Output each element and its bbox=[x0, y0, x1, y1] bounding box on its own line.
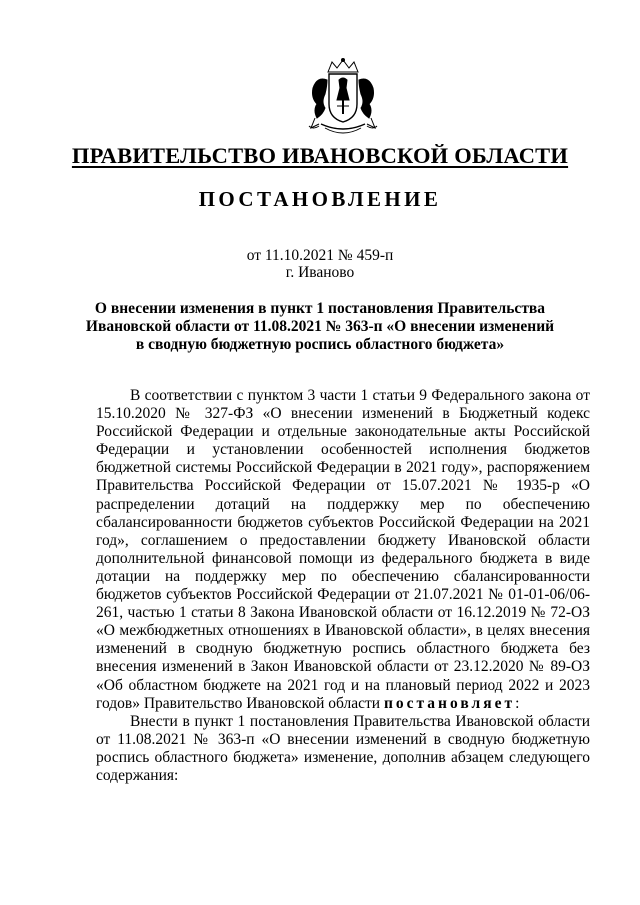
body-paragraph-2: Внести в пункт 1 постановления Правительства Ивановской области от 11.08.2021 № 363-п «О внесении изменений в сводную бюджетную роспись областного бюджета» изменение, дополнив абзацем следующего содержания: bbox=[96, 712, 590, 784]
decree-colon: : bbox=[515, 694, 520, 712]
subject-line-3: в сводную бюджетную роспись областного бюджета» bbox=[135, 336, 505, 353]
subject-line-2: Ивановской области от 11.08.2021 № 363-п «О внесении изменений bbox=[85, 318, 555, 335]
body-paragraph-1 bbox=[96, 387, 590, 713]
document-date-number: от 11.10.2021 № 459-п bbox=[246, 247, 394, 264]
coat-of-arms-icon bbox=[299, 58, 387, 138]
document-city: г. Иваново bbox=[285, 264, 355, 281]
decree-word: постановляет bbox=[383, 694, 516, 712]
document-type-heading: ПОСТАНОВЛЕНИЕ bbox=[198, 187, 442, 211]
paragraph-1-text: В соответствии с пунктом 3 части 1 статьи 9 Федерального закона от 15.10.2020 № 327-ФЗ «О внесении изменений в Бюджетный кодекс Российской Федерации и отдельные законодательные акты Российской Федерации и установлении особенностей исполнения бюджетов бюджетной системы Российской Федерации в 2021 году», распоряжением Правительства Российской Федерации от 15.07.2021 № 1935-р «О распределении дотаций на поддержку мер по обеспечению сбалансированности бюджетов субъектов Российской Федерации на 2021 год», соглашением о предоставлении бюджету Ивановской области дополнительной финансовой помощи из федерального бюджета в виде дотации на поддержку мер по обеспечению сбалансированности бюджетов субъектов Российской Федерации от 21.07.2021 № 01-01-06/06-261, частью 1 статьи 8 Закона Ивановской области от 16.12.2019 № 72-ОЗ «О межбюджетных отношениях в Ивановской области», в целях внесения изменений в сводную бюджетную роспись областного бюджета без внесения изменений в Закон Ивановской области от 23.12.2020 № 89-ОЗ «Об областном бюджете на 2021 год и на плановый период 2022 и 2023 годов» Правительство Ивановской области bbox=[96, 387, 590, 712]
government-title: ПРАВИТЕЛЬСТВО ИВАНОВСКОЙ ОБЛАСТИ bbox=[71, 143, 569, 168]
document-body bbox=[96, 387, 590, 785]
subject-line-1: О внесении изменения в пункт 1 постановления Правительства bbox=[94, 300, 546, 317]
